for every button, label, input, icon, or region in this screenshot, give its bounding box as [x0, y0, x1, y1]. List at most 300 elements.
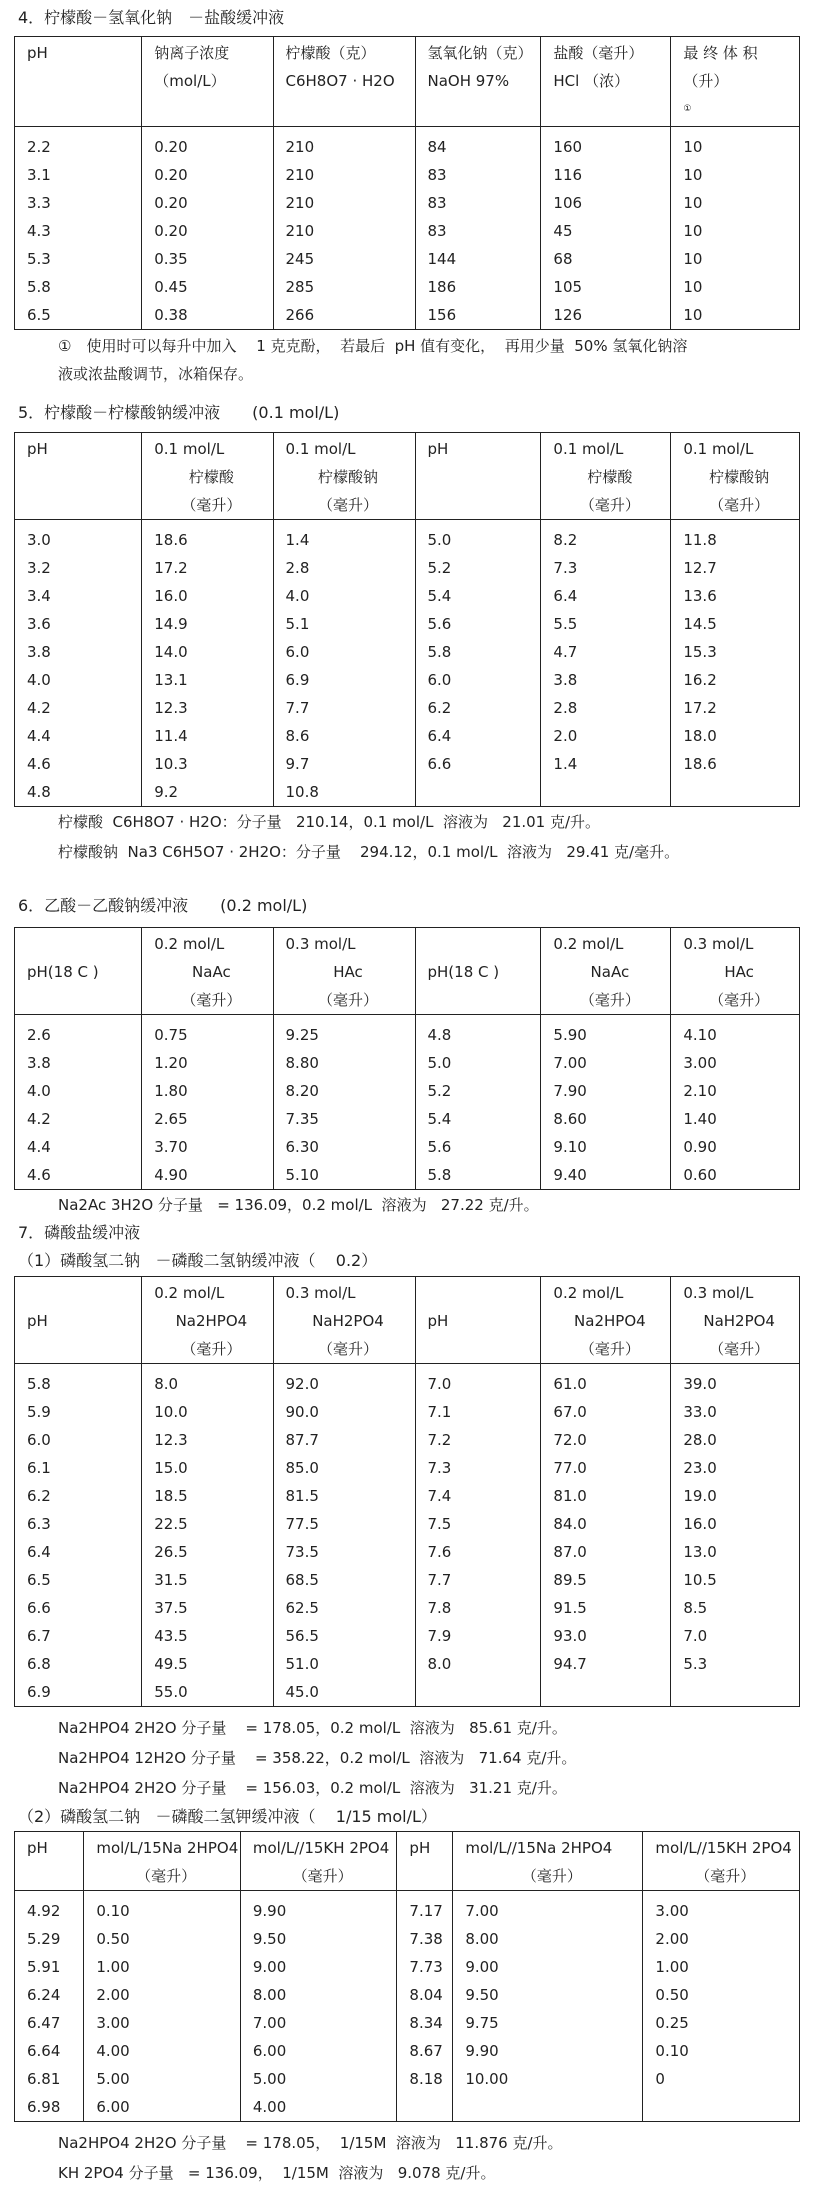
table-cell: 3.1	[15, 161, 142, 189]
column-header-line: 0.3 mol/L	[285, 935, 356, 953]
column-header-line: （毫升）	[579, 1340, 640, 1358]
column-header-line: pH	[409, 1839, 431, 1857]
column-header	[15, 1277, 142, 1364]
table-cell: 0.20	[142, 189, 273, 217]
table-body	[15, 520, 800, 807]
column-header-line: 钠离子浓度	[154, 44, 230, 62]
table-cell: 18.6	[142, 520, 273, 555]
table-cell: 31.5	[142, 1566, 273, 1594]
table-cell: 19.0	[671, 1482, 800, 1510]
column-header-line: HAc	[724, 963, 754, 981]
table-row	[15, 1678, 800, 1707]
table-cell: 17.2	[671, 694, 800, 722]
column-header	[273, 433, 415, 520]
column-header-line: HCl （浓）	[553, 72, 630, 90]
table-cell: 1.4	[541, 750, 671, 778]
table-cell: 7.00	[541, 1049, 671, 1077]
table-cell: 3.8	[15, 638, 142, 666]
table-cell: 10	[671, 127, 800, 162]
table-cell: 10.0	[142, 1398, 273, 1426]
column-header-line: （毫升）	[709, 991, 770, 1009]
table-cell: 3.8	[541, 666, 671, 694]
table-cell: 5.29	[15, 1925, 84, 1953]
table-cell: 15.3	[671, 638, 800, 666]
table-cell: 90.0	[273, 1398, 415, 1426]
table-cell: 10	[671, 245, 800, 273]
table-cell: 91.5	[541, 1594, 671, 1622]
table-body	[15, 1364, 800, 1707]
table-cell: 18.6	[671, 750, 800, 778]
column-header-line: mol/L/15Na 2HPO4	[96, 1839, 239, 1857]
table-header	[15, 1277, 800, 1364]
table-cell: 210	[273, 189, 415, 217]
table-cell: 12.3	[142, 1426, 273, 1454]
table-row	[15, 610, 800, 638]
column-header	[671, 928, 800, 1015]
table-cell	[671, 778, 800, 807]
table-cell: 37.5	[142, 1594, 273, 1622]
table-cell: 51.0	[273, 1650, 415, 1678]
table-cell: 6.4	[15, 1538, 142, 1566]
table-8-note-2: KH 2PO4 分子量 = 136.09， 1/15M 溶液为 9.078 克/升。	[58, 2164, 496, 2182]
column-header-line: 柠檬酸钠	[318, 468, 379, 486]
table-cell: 23.0	[671, 1454, 800, 1482]
column-header	[240, 1832, 397, 1891]
column-header-line: （毫升）	[695, 1867, 756, 1885]
column-header	[15, 433, 142, 520]
column-header	[415, 1277, 541, 1364]
table-cell: 8.80	[273, 1049, 415, 1077]
table-7-note-1: Na2HPO4 2H2O 分子量 = 178.05，0.2 mol/L 溶液为 85.61 克/升。	[58, 1719, 567, 1737]
table-row	[15, 1049, 800, 1077]
table-cell: 3.70	[142, 1133, 273, 1161]
table-cell: 8.00	[453, 1925, 643, 1953]
table-row	[15, 1398, 800, 1426]
table-cell: 3.8	[15, 1049, 142, 1077]
table-cell: 16.0	[671, 1510, 800, 1538]
table-cell: 13.6	[671, 582, 800, 610]
section-5-title: 5．柠檬酸－柠檬酸钠缓冲液 (0.1 mol/L)	[18, 403, 340, 422]
table-cell: 0	[643, 2065, 800, 2093]
column-header	[643, 1832, 800, 1891]
table-cell: 7.1	[415, 1398, 541, 1426]
table-row	[15, 778, 800, 807]
table-cell: 2.2	[15, 127, 142, 162]
table-cell	[415, 778, 541, 807]
table-cell: 5.6	[415, 1133, 541, 1161]
table-cell: 55.0	[142, 1678, 273, 1707]
table-6-note-1: Na2Ac 3H2O 分子量 = 136.09，0.2 mol/L 溶液为 27.22 克/升。	[58, 1196, 539, 1214]
table-cell: 61.0	[541, 1364, 671, 1399]
table-cell: 5.1	[273, 610, 415, 638]
table-cell: 5.3	[15, 245, 142, 273]
table-header	[15, 433, 800, 520]
table-cell: 4.2	[15, 1105, 142, 1133]
column-header-line: 盐酸（毫升）	[553, 44, 644, 62]
table-cell: 4.0	[15, 666, 142, 694]
table-cell: 5.0	[415, 1049, 541, 1077]
column-header	[671, 1277, 800, 1364]
section-7-2-title: （2）磷酸氢二钠 －磷酸二氢钾缓冲液（ 1/15 mol/L）	[18, 1807, 437, 1826]
table-cell: 1.80	[142, 1077, 273, 1105]
table-cell: 5.2	[415, 1077, 541, 1105]
table-cell: 9.75	[453, 2009, 643, 2037]
table-cell: 0.45	[142, 273, 273, 301]
table-cell: 5.90	[541, 1015, 671, 1050]
table-cell: 93.0	[541, 1622, 671, 1650]
table-row	[15, 2065, 800, 2093]
column-header-line: （毫升）	[181, 1340, 242, 1358]
table-cell: 14.0	[142, 638, 273, 666]
table-cell: 3.2	[15, 554, 142, 582]
table-cell: 56.5	[273, 1622, 415, 1650]
table-cell: 14.5	[671, 610, 800, 638]
table-cell: 9.7	[273, 750, 415, 778]
column-header-line: 0.1 mol/L	[683, 440, 754, 458]
table-cell: 83	[415, 189, 541, 217]
table-row	[15, 1891, 800, 1926]
footnote-marker: ①	[683, 104, 692, 114]
column-header	[453, 1832, 643, 1891]
table-cell: 10.5	[671, 1566, 800, 1594]
table-cell: 11.4	[142, 722, 273, 750]
table-cell: 7.0	[415, 1364, 541, 1399]
table-citric-naoh-hcl	[14, 36, 800, 330]
table-cell: 186	[415, 273, 541, 301]
table-cell: 9.90	[240, 1891, 397, 1926]
table-cell: 5.5	[541, 610, 671, 638]
column-header-line: NaAc	[192, 963, 231, 981]
table-cell: 4.4	[15, 1133, 142, 1161]
column-header-line: mol/L//15KH 2PO4	[655, 1839, 792, 1857]
table-row	[15, 1925, 800, 1953]
table-header	[15, 1832, 800, 1891]
table-cell: 3.4	[15, 582, 142, 610]
table-cell: 0.50	[84, 1925, 241, 1953]
table-cell: 26.5	[142, 1538, 273, 1566]
table-row	[15, 638, 800, 666]
table-cell: 8.04	[397, 1981, 453, 2009]
table-cell: 116	[541, 161, 671, 189]
table-cell: 6.24	[15, 1981, 84, 2009]
table-row	[15, 189, 800, 217]
table-cell: 4.4	[15, 722, 142, 750]
column-header-line: （毫升）	[292, 1867, 353, 1885]
table-cell: 4.00	[84, 2037, 241, 2065]
table-cell: 16.0	[142, 582, 273, 610]
column-header	[671, 37, 800, 127]
table-cell: 285	[273, 273, 415, 301]
column-header-line: pH	[27, 440, 48, 458]
table-cell: 9.50	[453, 1981, 643, 2009]
table-cell: 210	[273, 161, 415, 189]
table-cell: 0.10	[643, 2037, 800, 2065]
table-cell: 9.90	[453, 2037, 643, 2065]
table-row	[15, 2093, 800, 2122]
table-cell: 5.6	[415, 610, 541, 638]
column-header	[541, 37, 671, 127]
table-cell: 7.17	[397, 1891, 453, 1926]
table-cell: 33.0	[671, 1398, 800, 1426]
column-header	[541, 433, 671, 520]
table-cell: 87.0	[541, 1538, 671, 1566]
table-cell: 126	[541, 301, 671, 330]
column-header-line: 0.1 mol/L	[285, 440, 356, 458]
column-header	[671, 433, 800, 520]
table-row	[15, 1538, 800, 1566]
table-cell: 5.4	[415, 582, 541, 610]
column-header-line: pH(18 C )	[427, 963, 500, 981]
table-cell: 3.3	[15, 189, 142, 217]
column-header-line: pH	[27, 1312, 48, 1330]
table-cell	[643, 2093, 800, 2122]
table-cell: 7.73	[397, 1953, 453, 1981]
column-header-line: 0.2 mol/L	[154, 1284, 225, 1302]
table-cell: 3.6	[15, 610, 142, 638]
table-row	[15, 245, 800, 273]
table-cell: 7.38	[397, 1925, 453, 1953]
table-cell: 5.00	[84, 2065, 241, 2093]
table-cell: 4.7	[541, 638, 671, 666]
table-cell: 5.4	[415, 1105, 541, 1133]
table-cell: 4.6	[15, 750, 142, 778]
table-cell: 6.47	[15, 2009, 84, 2037]
table-cell: 28.0	[671, 1426, 800, 1454]
column-header-line: NaAc	[590, 963, 630, 981]
table-cell: 67.0	[541, 1398, 671, 1426]
table-body	[15, 1015, 800, 1190]
table-cell: 2.6	[15, 1015, 142, 1050]
table-row	[15, 1594, 800, 1622]
table-cell: 5.2	[415, 554, 541, 582]
table-cell: 106	[541, 189, 671, 217]
table-cell: 13.1	[142, 666, 273, 694]
table-cell: 39.0	[671, 1364, 800, 1399]
column-header	[541, 928, 671, 1015]
table-cell: 81.0	[541, 1482, 671, 1510]
table-citric-citrate	[14, 432, 800, 807]
table-cell: 68	[541, 245, 671, 273]
column-header-line: （毫升）	[318, 1340, 379, 1358]
table-cell: 49.5	[142, 1650, 273, 1678]
table-cell: 6.0	[415, 666, 541, 694]
table-cell: 9.00	[453, 1953, 643, 1981]
table-cell: 4.00	[240, 2093, 397, 2122]
table-cell: 89.5	[541, 1566, 671, 1594]
table-cell: 6.00	[84, 2093, 241, 2122]
table-cell: 4.8	[15, 778, 142, 807]
table-cell: 0.38	[142, 301, 273, 330]
table-row	[15, 2037, 800, 2065]
table-cell: 10	[671, 273, 800, 301]
table-cell: 12.3	[142, 694, 273, 722]
table-cell: 9.25	[273, 1015, 415, 1050]
table-cell: 83	[415, 161, 541, 189]
column-header-line: （毫升）	[318, 496, 379, 514]
table-cell: 18.0	[671, 722, 800, 750]
table-row	[15, 1510, 800, 1538]
table-cell: 4.8	[415, 1015, 541, 1050]
table-cell: 5.8	[15, 1364, 142, 1399]
table-cell: 2.65	[142, 1105, 273, 1133]
table-cell: 6.1	[15, 1454, 142, 1482]
table-row	[15, 217, 800, 245]
column-header-line: 0.1 mol/L	[154, 440, 225, 458]
column-header-line: pH	[27, 1839, 48, 1857]
table-header	[15, 37, 800, 127]
column-header-line: 0.2 mol/L	[553, 1284, 624, 1302]
table-row	[15, 520, 800, 555]
table-cell: 7.35	[273, 1105, 415, 1133]
table-cell: 1.20	[142, 1049, 273, 1077]
table-cell	[671, 1678, 800, 1707]
table-cell: 7.2	[415, 1426, 541, 1454]
table-cell: 77.0	[541, 1454, 671, 1482]
table-cell: 3.00	[84, 2009, 241, 2037]
table-cell: 84	[415, 127, 541, 162]
table-cell: 8.60	[541, 1105, 671, 1133]
table-cell: 3.00	[671, 1049, 800, 1077]
table-row	[15, 694, 800, 722]
table-cell: 15.0	[142, 1454, 273, 1482]
table-cell: 5.8	[415, 1161, 541, 1190]
column-header-line: （升）	[683, 72, 729, 90]
table-row	[15, 1426, 800, 1454]
column-header-line: 0.1 mol/L	[553, 440, 624, 458]
table-row	[15, 750, 800, 778]
table-cell: 6.30	[273, 1133, 415, 1161]
table-cell: 13.0	[671, 1538, 800, 1566]
table-cell: 8.5	[671, 1594, 800, 1622]
table-5-note-2: 柠檬酸钠 Na3 C6H5O7 · 2H2O：分子量 294.12，0.1 mol/L 溶液为 29.41 克/毫升。	[58, 843, 680, 861]
table-row	[15, 1566, 800, 1594]
table-cell: 7.6	[415, 1538, 541, 1566]
column-header-line: 最 终 体 积	[683, 44, 758, 62]
table-cell: 83	[415, 217, 541, 245]
column-header-line: NaOH 97%	[427, 72, 510, 90]
column-header-line: pH	[27, 44, 48, 62]
section-4-title: 4．柠檬酸－氢氧化钠 －盐酸缓冲液	[18, 8, 285, 27]
table-cell: 144	[415, 245, 541, 273]
table-cell: 0.35	[142, 245, 273, 273]
table-cell: 105	[541, 273, 671, 301]
table-cell: 8.6	[273, 722, 415, 750]
table-cell: 1.00	[643, 1953, 800, 1981]
table-cell: 7.7	[273, 694, 415, 722]
table-cell: 7.8	[415, 1594, 541, 1622]
table-cell	[541, 778, 671, 807]
table-row	[15, 273, 800, 301]
column-header	[142, 928, 273, 1015]
table-cell	[453, 2093, 643, 2122]
table-cell: 6.98	[15, 2093, 84, 2122]
table-cell: 7.4	[415, 1482, 541, 1510]
table-cell: 22.5	[142, 1510, 273, 1538]
table-cell: 8.34	[397, 2009, 453, 2037]
table-cell: 94.7	[541, 1650, 671, 1678]
column-header-line: （毫升）	[521, 1867, 582, 1885]
table-row	[15, 1105, 800, 1133]
table-cell: 92.0	[273, 1364, 415, 1399]
table-cell: 12.7	[671, 554, 800, 582]
table-cell: 156	[415, 301, 541, 330]
table-cell: 0.20	[142, 161, 273, 189]
table-cell: 4.92	[15, 1891, 84, 1926]
table-row	[15, 666, 800, 694]
table-phosphate-na	[14, 1276, 800, 1707]
table-cell: 2.8	[541, 694, 671, 722]
table-cell: 6.7	[15, 1622, 142, 1650]
table-header	[15, 928, 800, 1015]
table-cell: 10	[671, 301, 800, 330]
table-cell: 8.20	[273, 1077, 415, 1105]
table-row	[15, 127, 800, 162]
table-cell: 4.3	[15, 217, 142, 245]
table-acetate	[14, 927, 800, 1190]
table-cell: 72.0	[541, 1426, 671, 1454]
column-header-line: 0.3 mol/L	[285, 1284, 356, 1302]
table-row	[15, 1622, 800, 1650]
table-cell: 2.00	[84, 1981, 241, 2009]
column-header-line: pH(18 C )	[27, 963, 99, 981]
table-cell: 8.0	[142, 1364, 273, 1399]
column-header-line: mol/L//15Na 2HPO4	[465, 1839, 613, 1857]
table-cell: 17.2	[142, 554, 273, 582]
table-cell: 245	[273, 245, 415, 273]
column-header-line: 柠檬酸	[587, 468, 633, 486]
table-cell: 1.00	[84, 1953, 241, 1981]
column-header-line: 氢氧化钠（克）	[427, 44, 533, 62]
table-cell: 8.2	[541, 520, 671, 555]
table-cell: 6.9	[273, 666, 415, 694]
table-row	[15, 1650, 800, 1678]
table-cell: 5.0	[415, 520, 541, 555]
table-cell: 10	[671, 189, 800, 217]
table-cell: 0.75	[142, 1015, 273, 1050]
table-cell: 5.91	[15, 1953, 84, 1981]
table-cell: 5.3	[671, 1650, 800, 1678]
table-cell: 210	[273, 217, 415, 245]
table-cell: 45	[541, 217, 671, 245]
table-row	[15, 1364, 800, 1399]
table-cell: 8.0	[415, 1650, 541, 1678]
table-row	[15, 1133, 800, 1161]
table-cell: 0.25	[643, 2009, 800, 2037]
column-header-line: （毫升）	[181, 991, 242, 1009]
column-header	[541, 1277, 671, 1364]
column-header-line: 0.3 mol/L	[683, 935, 754, 953]
column-header-line: 柠檬酸	[188, 468, 234, 486]
table-row	[15, 1015, 800, 1050]
table-cell: 7.00	[453, 1891, 643, 1926]
table-cell: 7.5	[415, 1510, 541, 1538]
table-cell: 10.8	[273, 778, 415, 807]
table-cell: 45.0	[273, 1678, 415, 1707]
table-cell: 11.8	[671, 520, 800, 555]
table-4-footnote-line-1: ① 使用时可以每升中加入 1 克克酚， 若最后 pH 值有变化， 再用少量 50% 氢氧化钠溶	[58, 337, 688, 355]
table-cell: 8.67	[397, 2037, 453, 2065]
column-header	[415, 433, 541, 520]
table-cell: 8.18	[397, 2065, 453, 2093]
table-cell: 16.2	[671, 666, 800, 694]
column-header-line: 0.3 mol/L	[683, 1284, 754, 1302]
column-header-line: （毫升）	[579, 991, 640, 1009]
column-header-line: 柠檬酸（克）	[285, 44, 376, 62]
table-cell: 18.5	[142, 1482, 273, 1510]
table-cell: 6.3	[15, 1510, 142, 1538]
column-header-line: mol/L//15KH 2PO4	[252, 1839, 390, 1857]
table-cell: 7.3	[541, 554, 671, 582]
